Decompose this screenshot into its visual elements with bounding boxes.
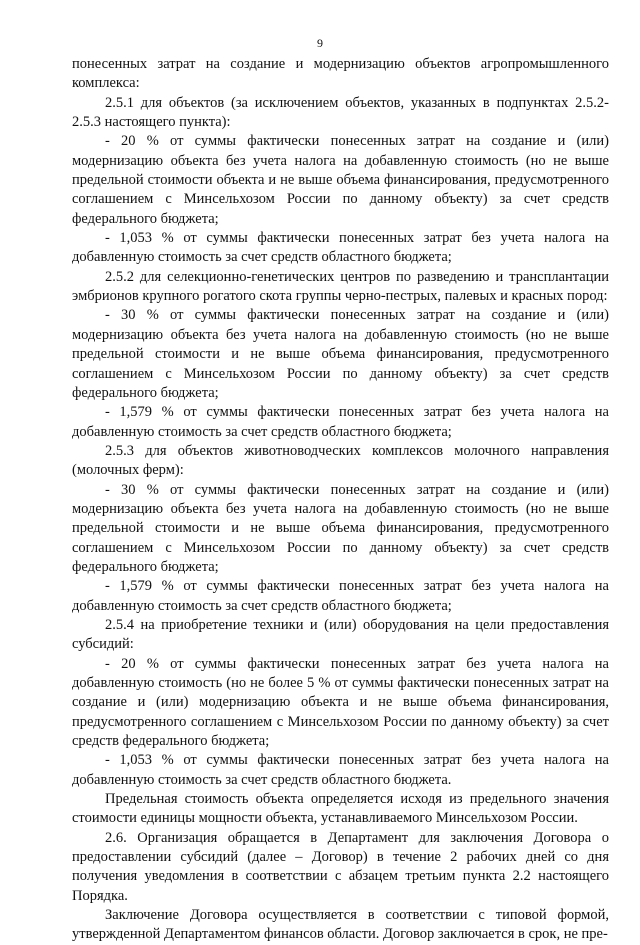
paragraph: - 20 % от суммы фактически понесенных затрат без учета налога на добавленную стоимость (но не более 5 % от суммы фактически понесенных затрат на создание и (или) модернизацию объекта и не выше объема финансирования, предусмотренного соглашением с Минсельхозом России по данному объекту) за счет средств федерального бюджета; — [72, 655, 609, 750]
paragraph: 2.5.3 для объектов животноводческих комплексов молочного направления (молочных ферм): — [72, 442, 609, 479]
paragraph: понесенных затрат на создание и модернизацию объектов агропромышленного комплекса: — [72, 56, 609, 92]
paragraph: 2.5.1 для объектов (за исключением объектов, указанных в подпунктах 2.5.2-2.5.3 настоящего пункта): — [72, 94, 609, 131]
paragraph: Предельная стоимость объекта определяется исходя из предельного значения стоимости единицы мощности объекта, устанавливаемого Минсельхозом России. — [72, 791, 609, 827]
paragraph: - 30 % от суммы фактически понесенных затрат на создание и (или) модернизацию объекта без учета налога на добавленную стоимость (но не выше предельной стоимости и не выше объема финансирования, предусмотренного соглашением с Минсельхозом России по данному объекту) за счет средств федерального бюджета; — [72, 481, 609, 575]
paragraph: - 1,053 % от суммы фактически понесенных затрат без учета налога на добавленную стоимость за счет средств областного бюджета. — [72, 752, 609, 788]
paragraph: - 20 % от суммы фактически понесенных затрат на создание и (или) модернизацию объекта без учета налога на добавленную стоимость (но не выше предельной стоимости объекта и не выше объема финансирования, предусмотренного соглашением с Минсельхозом России по данному объекту) за счет средств федерального бюджета; — [72, 133, 609, 227]
paragraph: - 1,579 % от суммы фактически понесенных затрат без учета налога на добавленную стоимость за счет средств областного бюджета; — [72, 404, 609, 440]
paragraph: - 1,053 % от суммы фактически понесенных затрат без учета налога на добавленную стоимость за счет средств областного бюджета; — [72, 230, 609, 266]
paragraph: 2.5.2 для селекционно-генетических центров по разведению и трансплантации эмбрионов крупного рогатого скота группы черно-пестрых, палевых и красных пород: — [72, 268, 609, 305]
paragraph: - 1,579 % от суммы фактически понесенных затрат без учета налога на добавленную стоимость за счет средств областного бюджета; — [72, 578, 609, 614]
page-number: 9 — [317, 36, 323, 50]
paragraph: - 30 % от суммы фактически понесенных затрат на создание и (или) модернизацию объекта без учета налога на добавленную стоимость (но не выше предельной стоимости и не выше объема финансирования, предусмотренного соглашением с Минсельхозом России по данному объекту) за счет средств федерального бюджета; — [72, 307, 609, 401]
paragraph: 2.6. Организация обращается в Департамент для заключения Договора о предоставлении субсидий (далее – Договор) в течение 2 рабочих дней со дня получения уведомления в соответствии с абзацем третьим пункта 2.2 настоящего Порядка. — [72, 829, 609, 904]
paragraph: 2.5.4 на приобретение техники и (или) оборудования на цели предоставления субсидий: — [72, 616, 609, 653]
document-body — [72, 55, 609, 945]
paragraph: Заключение Договора осуществляется в соответствии с типовой формой, утвержденной Департаментом финансов области. Договор заключается в срок, не пре- — [72, 907, 609, 943]
